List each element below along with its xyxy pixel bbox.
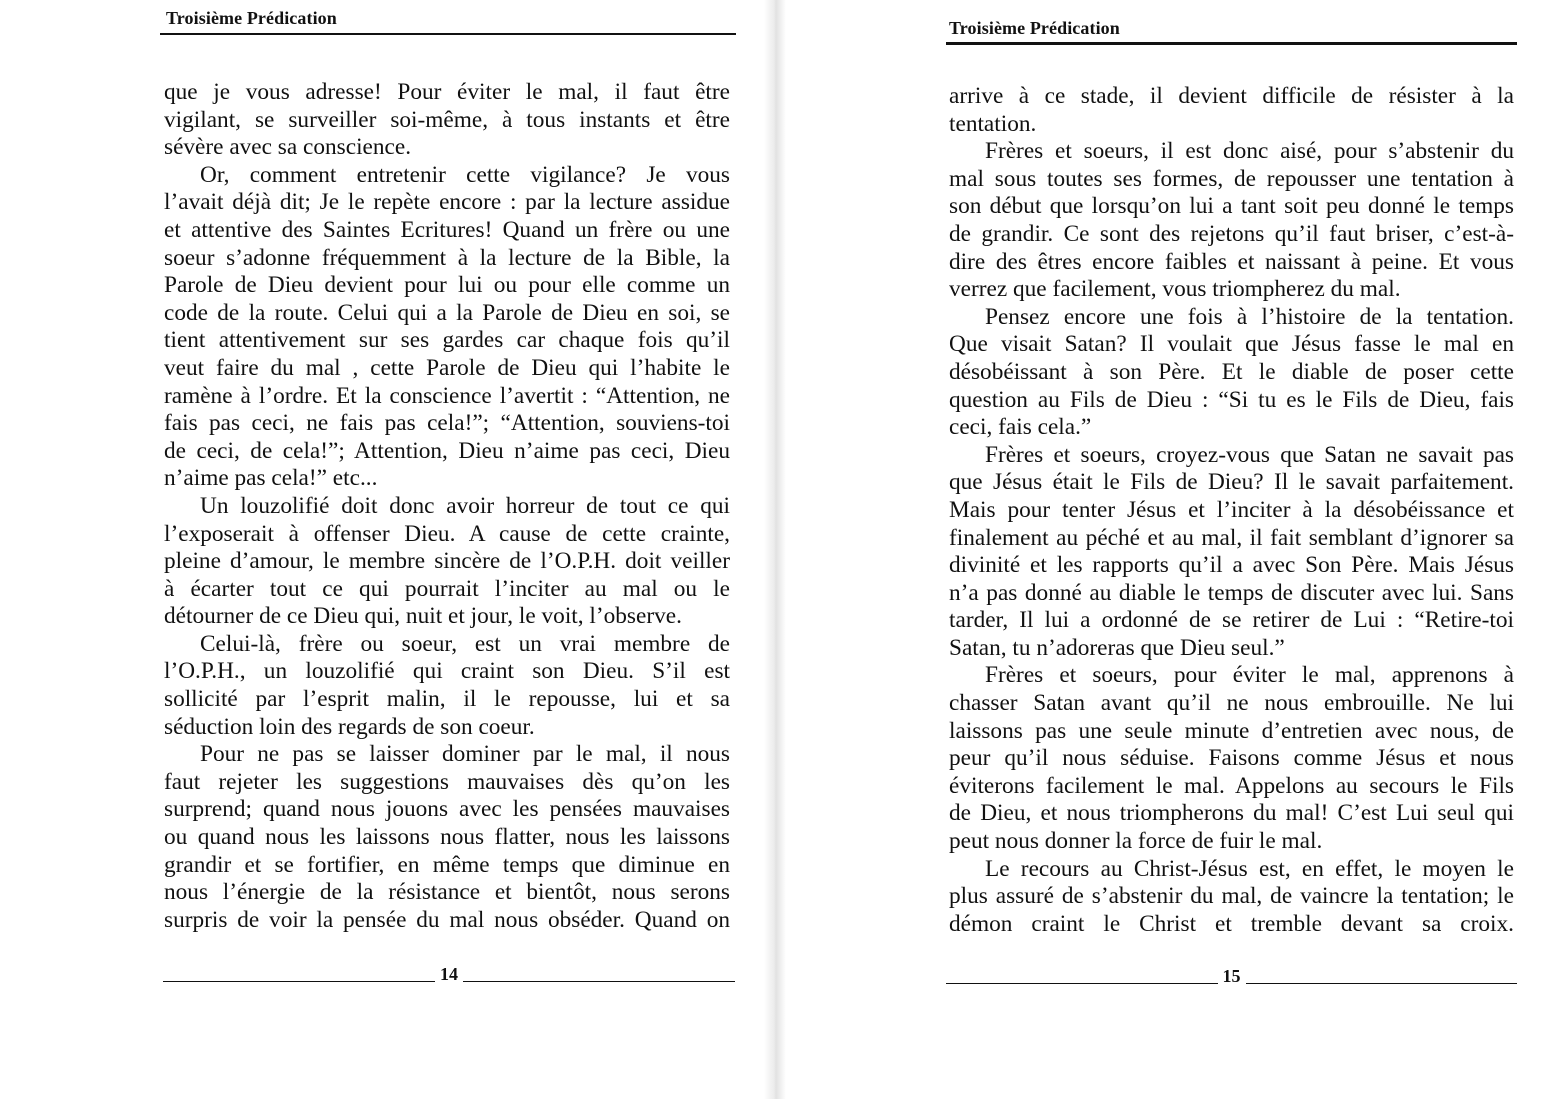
page-number: 15 bbox=[1222, 966, 1241, 986]
text-line: désobéissant à son Père. Et le diable de poser cette bbox=[949, 358, 1514, 385]
text-line: ou quand nous les laissons nous flatter, nous les laissons bbox=[164, 824, 730, 851]
text-line: peut nous donner la force de fuir le mal. bbox=[949, 828, 1323, 855]
text-line: n’aime pas cela!” etc... bbox=[164, 465, 378, 492]
text-line: de grandir. Ce sont des rejetons qu’il faut briser, c’est-à- bbox=[949, 220, 1514, 247]
text-line: Que visait Satan? Il voulait que Jésus fasse le mal en bbox=[949, 331, 1514, 358]
text-line: tentation. bbox=[949, 110, 1037, 137]
text-line: l’O.P.H., un louzolifié qui craint son Dieu. S’il est bbox=[164, 658, 730, 685]
text-line: pleine d’amour, le membre sincère de l’O.P.H. doit veiller bbox=[164, 548, 730, 575]
page-body-text bbox=[164, 79, 730, 934]
page-body-text bbox=[949, 83, 1514, 938]
text-line: sollicité par l’esprit malin, il le repousse, lui et sa bbox=[164, 686, 730, 713]
text-line: ceci, fais cela.” bbox=[949, 414, 1092, 441]
footer-rule-left bbox=[946, 983, 1218, 985]
footer-rule-left bbox=[163, 981, 435, 983]
text-line: éviterons facilement le mal. Appelons au secours le Fils bbox=[949, 772, 1514, 799]
text-line: Mais pour tenter Jésus et l’inciter à la désobéissance et bbox=[949, 496, 1514, 523]
text-line: que Jésus était le Fils de Dieu? Il le savait parfaitement. bbox=[949, 469, 1514, 496]
text-line: peur qu’il nous séduise. Faisons comme Jésus et nous bbox=[949, 745, 1514, 772]
text-line: détourner de ce Dieu qui, nuit et jour, le voit, l’observe. bbox=[164, 603, 682, 630]
text-line: son début que lorsqu’on lui a tant soit peu donné le temps bbox=[949, 193, 1514, 220]
text-line: finalement au péché et au mal, il fait semblant d’ignorer sa bbox=[949, 524, 1514, 551]
footer-rule-right bbox=[1246, 983, 1518, 985]
text-line: ramène à l’ordre. Et la conscience l’avertit : “Attention, ne bbox=[164, 382, 730, 409]
text-line: de Dieu, et nous triompherons du mal! C’est Lui seul qui bbox=[949, 800, 1514, 827]
page-number: 14 bbox=[440, 964, 458, 984]
text-line: verrez que facilement, vous triompherez du mal. bbox=[949, 276, 1401, 303]
footer-rule-right bbox=[463, 981, 735, 983]
text-line: surprend; quand nous jouons avec les pensées mauvaises bbox=[164, 796, 730, 823]
text-line: Pour ne pas se laisser dominer par le mal, il nous bbox=[200, 741, 730, 768]
text-line: séduction loin des regards de son coeur. bbox=[164, 713, 535, 740]
text-line: tient attentivement sur ses gardes car chaque fois qu’il bbox=[164, 327, 730, 354]
text-line: Frères et soeurs, croyez-vous que Satan ne savait pas bbox=[985, 441, 1514, 468]
text-line: code de la route. Celui qui a la Parole de Dieu en soi, se bbox=[164, 299, 730, 326]
text-line: Un louzolifié doit donc avoir horreur de tout ce qui bbox=[200, 492, 730, 519]
text-line: soeur s’adonne fréquemment à la lecture de la Bible, la bbox=[164, 244, 730, 271]
text-line: Satan, tu n’adoreras que Dieu seul.” bbox=[949, 634, 1285, 661]
text-line: Celui-là, frère ou soeur, est un vrai membre de bbox=[200, 630, 730, 657]
text-line: Pensez encore une fois à l’histoire de la tentation. bbox=[985, 303, 1514, 330]
text-line: laissons pas une seule minute d’entretien avec nous, de bbox=[949, 717, 1514, 744]
text-line: surpris de voir la pensée du mal nous obséder. Quand on bbox=[164, 906, 730, 933]
text-line: sévère avec sa conscience. bbox=[164, 134, 412, 161]
page-footer bbox=[946, 966, 1517, 987]
text-line: Or, comment entretenir cette vigilance? Je vous bbox=[200, 161, 730, 188]
right-page bbox=[775, 0, 1550, 1099]
text-line: Parole de Dieu devient pour lui ou pour elle comme un bbox=[164, 272, 730, 299]
running-head: Troisième Prédication bbox=[949, 18, 1120, 38]
text-line: veut faire du mal , cette Parole de Dieu qui l’habite le bbox=[164, 354, 730, 381]
text-line: l’exposerait à offenser Dieu. A cause de cette crainte, bbox=[164, 520, 730, 547]
text-line: plus assuré de s’abstenir du mal, de vaincre la tentation; le bbox=[949, 883, 1514, 910]
text-line: que je vous adresse! Pour éviter le mal, il faut être bbox=[164, 79, 730, 105]
header-rule bbox=[946, 42, 1517, 45]
text-line: l’avait déjà dit; Je le repète encore : par la lecture assidue bbox=[164, 189, 730, 216]
text-line: question au Fils de Dieu : “Si tu es le Fils de Dieu, fais bbox=[949, 386, 1514, 413]
text-line: nous l’énergie de la résistance et bientôt, nous serons bbox=[164, 879, 730, 906]
text-line: fais pas ceci, ne fais pas cela!”; “Attention, souviens-toi bbox=[164, 410, 730, 437]
header-rule bbox=[160, 33, 736, 35]
text-line: à écarter tout ce qui pourrait l’inciter au mal ou le bbox=[164, 575, 730, 602]
text-line: divinité et les rapports qu’il a avec Son Père. Mais Jésus bbox=[949, 552, 1514, 579]
text-line: arrive à ce stade, il devient difficile de résister à la bbox=[949, 83, 1514, 109]
text-line: faut rejeter les suggestions mauvaises dès qu’on les bbox=[164, 768, 730, 795]
text-line: n’a pas donné au diable le temps de discuter avec lui. Sans bbox=[949, 579, 1514, 606]
text-line: grandir et se fortifier, en même temps que diminue en bbox=[164, 851, 730, 878]
text-line: Le recours au Christ-Jésus est, en effet, le moyen le bbox=[985, 855, 1514, 882]
text-line: démon craint le Christ et tremble devant sa croix. bbox=[949, 910, 1514, 937]
text-line: mal sous toutes ses formes, de repousser une tentation à bbox=[949, 165, 1514, 192]
text-line: Frères et soeurs, il est donc aisé, pour s’abstenir du bbox=[985, 138, 1514, 165]
text-line: de ceci, de cela!”; Attention, Dieu n’aime pas ceci, Dieu bbox=[164, 437, 730, 464]
page-footer bbox=[163, 964, 735, 985]
text-line: tarder, Il lui a ordonné de se retirer de Lui : “Retire-toi bbox=[949, 607, 1514, 634]
text-line: Frères et soeurs, pour éviter le mal, apprenons à bbox=[985, 662, 1514, 689]
running-head: Troisième Prédication bbox=[166, 8, 337, 28]
text-line: et attentive des Saintes Ecritures! Quand un frère ou une bbox=[164, 216, 730, 243]
text-line: chasser Satan avant qu’il ne nous embrouille. Ne lui bbox=[949, 690, 1514, 717]
text-line: dire des êtres encore faibles et naissant à peine. Et vous bbox=[949, 248, 1514, 275]
text-line: vigilant, se surveiller soi-même, à tous instants et être bbox=[164, 106, 730, 133]
